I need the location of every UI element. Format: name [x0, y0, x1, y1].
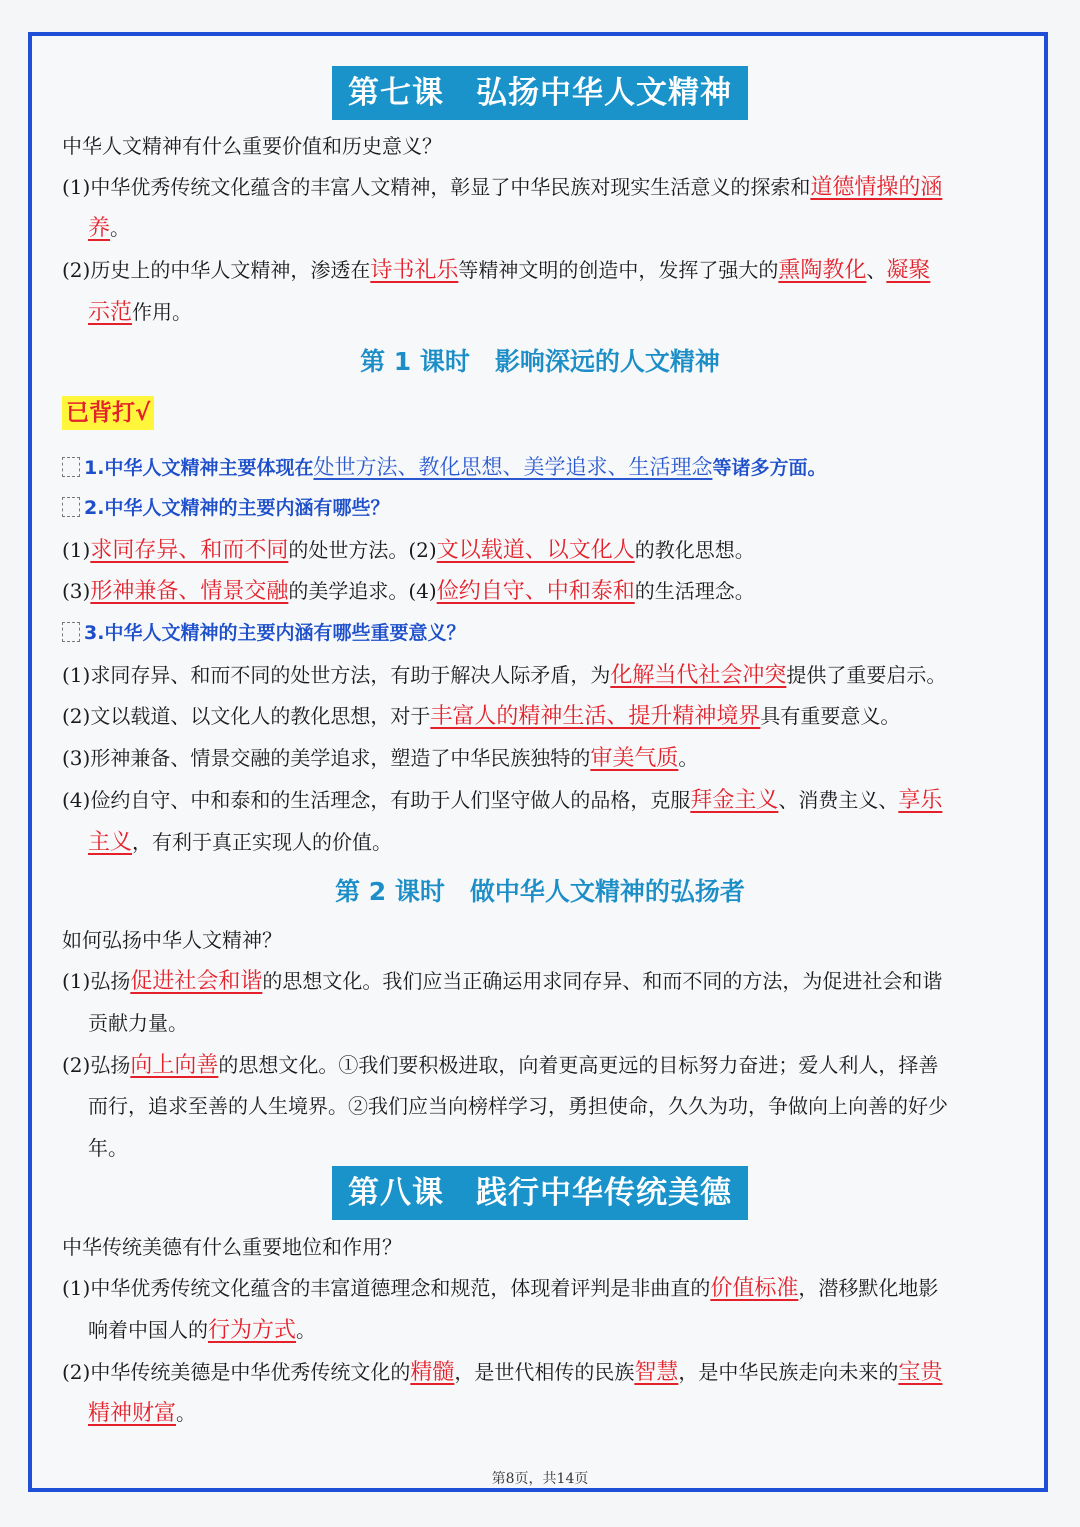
- lesson7-point2-cont: 示范作用。: [88, 300, 193, 325]
- period1-answer-line2: (3)形神兼备、情景交融的美学追求。(4)俭约自守、中和泰和的生活理念。: [62, 579, 755, 604]
- lesson8-point1: (1)中华优秀传统文化蕴含的丰富道德理念和规范，体现着评判是非曲直的价值标准，潜移默化地影: [62, 1276, 939, 1301]
- period1-title: 第 1 课时 影响深远的人文精神: [360, 347, 720, 376]
- highlight: 审美气质: [590, 746, 679, 771]
- lesson8-banner: 第八课 践行中华传统美德: [332, 1166, 748, 1220]
- period1-question2: 2.中华人文精神的主要内涵有哪些？: [62, 493, 1020, 523]
- significance-4-cont: 主义，有利于真正实现人的价值。: [88, 830, 393, 855]
- highlight: 化解当代社会冲突: [610, 663, 787, 688]
- highlight: 主义: [88, 830, 133, 855]
- highlight: 求同存异、和而不同: [90, 538, 289, 563]
- highlight: 拜金主义: [690, 788, 779, 813]
- significance-2: (2)文以载道、以文化人的教化思想，对于丰富人的精神生活、提升精神境界具有重要意义。: [62, 704, 901, 729]
- lesson7-point1: (1)中华优秀传统文化蕴含的丰富人文精神，彰显了中华民族对现实生活意义的探索和道德情操的涵: [62, 175, 943, 200]
- highlight: 示范: [88, 300, 133, 325]
- lesson7-banner: 第七课 弘扬中华人文精神: [332, 66, 748, 120]
- highlight: 宝贵: [898, 1360, 943, 1385]
- checkbox[interactable]: [62, 457, 80, 477]
- significance-3: (3)形神兼备、情景交融的美学追求，塑造了中华民族独特的审美气质。: [62, 746, 699, 771]
- highlight: 道德情操的涵: [810, 175, 943, 200]
- period1-answer-line1: (1)求同存异、和而不同的处世方法。(2)文以载道、以文化人的教化思想。: [62, 538, 755, 563]
- period2-question: 如何弘扬中华人文精神？: [62, 928, 282, 952]
- lesson7-point1-cont: 养。: [88, 216, 131, 241]
- highlight: 向上向善: [130, 1053, 219, 1078]
- highlight: 行为方式: [208, 1318, 297, 1343]
- lesson8-point1-cont: 响着中国人的行为方式。: [88, 1318, 317, 1343]
- lesson7-point2: (2)历史上的中华人文精神，渗透在诗书礼乐等精神文明的创造中，发挥了强大的熏陶教化、凝聚: [62, 258, 931, 283]
- memorized-badge: 已背打√: [62, 396, 154, 430]
- highlight: 精神财富: [88, 1401, 177, 1426]
- page-number: 第8页，共14页: [491, 1471, 589, 1487]
- significance-1: (1)求同存异、和而不同的处世方法，有助于解决人际矛盾，为化解当代社会冲突提供了重要启示。: [62, 663, 947, 688]
- highlight: 丰富人的精神生活、提升精神境界: [430, 704, 761, 729]
- highlight: 凝聚: [886, 258, 931, 283]
- lesson8-point2: (2)中华传统美德是中华优秀传统文化的精髓，是世代相传的民族智慧，是中华民族走向未来的宝贵: [62, 1360, 943, 1385]
- significance-4: (4)俭约自守、中和泰和的生活理念，有助于人们坚守做人的品格，克服拜金主义、消费主义、享乐: [62, 788, 943, 813]
- highlight: 价值标准: [710, 1276, 799, 1301]
- highlight: 俭约自守、中和泰和: [436, 579, 635, 604]
- period1-question3: 3.中华人文精神的主要内涵有哪些重要意义？: [62, 618, 1020, 648]
- lesson8-point2-cont: 精神财富。: [88, 1401, 197, 1426]
- highlight: 养: [88, 216, 111, 241]
- highlight: 智慧: [634, 1360, 679, 1385]
- highlight: 形神兼备、情景交融: [90, 579, 289, 604]
- promote-point1-cont: 贡献力量。: [88, 1011, 188, 1035]
- checkbox[interactable]: [62, 622, 80, 642]
- highlight: 诗书礼乐: [370, 258, 459, 283]
- highlight: 享乐: [898, 788, 943, 813]
- highlight: 文以载道、以文化人: [436, 538, 635, 563]
- promote-point2-cont: 而行，追求至善的人生境界。②我们应当向榜样学习，勇担使命，久久为功，争做向上向善的好少: [88, 1094, 948, 1118]
- lesson7-intro-question: 中华人文精神有什么重要价值和历史意义？: [62, 134, 442, 158]
- period1-question1: 1.中华人文精神主要体现在处世方法、教化思想、美学追求、生活理念等诸多方面。: [62, 452, 1020, 483]
- promote-point2: (2)弘扬向上向善的思想文化。①我们要积极进取，向着更高更远的目标努力奋进；爱人利人，择善: [62, 1053, 939, 1078]
- highlight: 促进社会和谐: [130, 969, 263, 994]
- lesson8-question: 中华传统美德有什么重要地位和作用？: [62, 1235, 402, 1259]
- period2-title: 第 2 课时 做中华人文精神的弘扬者: [335, 877, 745, 906]
- checkbox[interactable]: [62, 497, 80, 517]
- promote-point2-end: 年。: [88, 1136, 128, 1160]
- highlight: 精髓: [410, 1360, 455, 1385]
- highlight: 熏陶教化: [778, 258, 867, 283]
- promote-point1: (1)弘扬促进社会和谐的思想文化。我们应当正确运用求同存异、和而不同的方法，为促进社会和谐: [62, 969, 943, 994]
